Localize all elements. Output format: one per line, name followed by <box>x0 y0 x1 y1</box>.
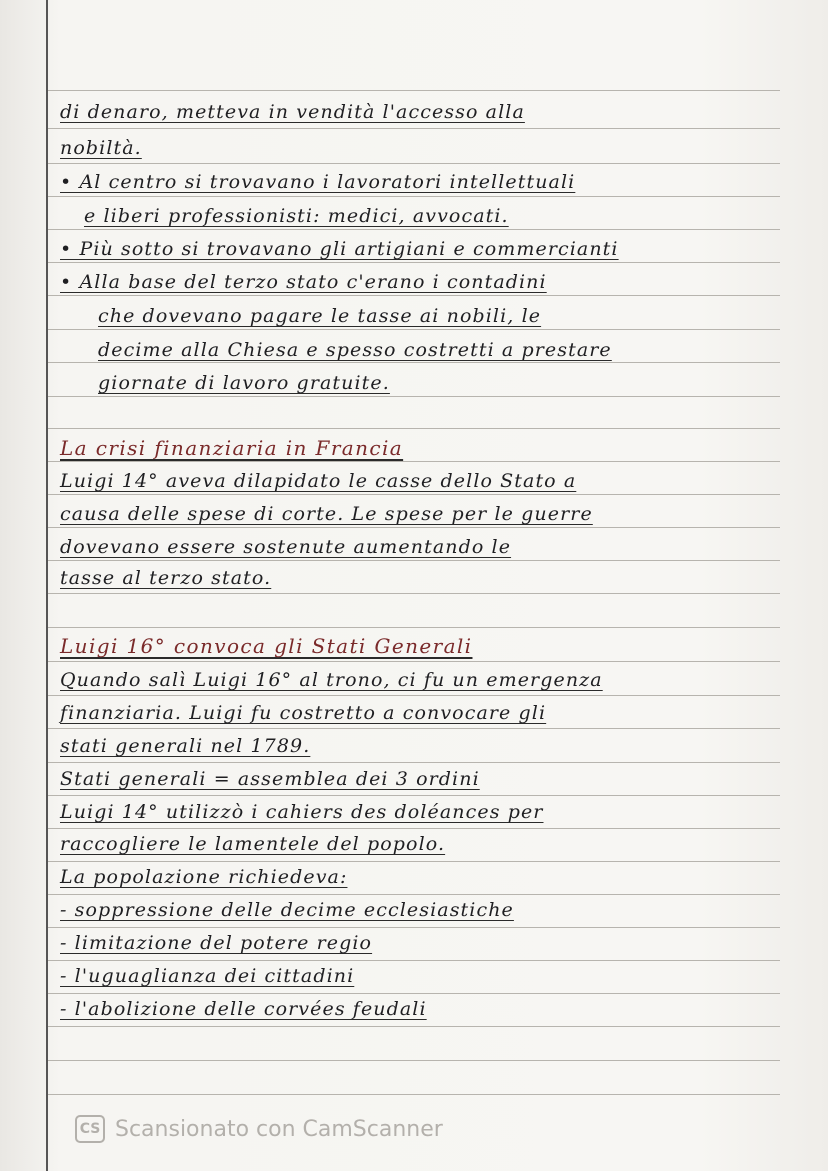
text-line: finanziaria. Luigi fu costretto a convocare gli <box>60 702 547 724</box>
text-line: Luigi 14° aveva dilapidato le casse dello Stato a <box>60 470 577 492</box>
section-heading: La crisi finanziaria in Francia <box>60 436 404 460</box>
ruled-line <box>48 927 780 928</box>
text-line: Stati generali = assemblea dei 3 ordini <box>60 768 480 790</box>
bullet-continuation: decime alla Chiesa e spesso costretti a prestare <box>98 339 612 361</box>
section-heading: Luigi 16° convoca gli Stati Generali <box>60 634 473 658</box>
list-item: - l'uguaglianza dei cittadini <box>60 965 355 987</box>
text-line: Quando salì Luigi 16° al trono, ci fu un emergenza <box>60 669 603 691</box>
ruled-line <box>48 329 780 330</box>
text-line: La popolazione richiedeva: <box>60 866 348 888</box>
watermark-text: Scansionato con CamScanner <box>115 1116 443 1142</box>
ruled-line <box>48 362 780 363</box>
ruled-line <box>48 828 780 829</box>
text-line: causa delle spese di corte. Le spese per le guerre <box>60 503 593 525</box>
ruled-line <box>48 560 780 561</box>
list-item: - soppressione delle decime ecclesiastiche <box>60 899 514 921</box>
text-line: tasse al terzo stato. <box>60 567 272 589</box>
bullet-item: • Alla base del terzo stato c'erano i contadini <box>60 271 547 293</box>
text-line: stati generali nel 1789. <box>60 735 311 757</box>
camscanner-logo-icon: CS <box>75 1115 105 1143</box>
ruled-line <box>48 1094 780 1095</box>
ruled-line <box>48 1060 780 1061</box>
text-line: nobiltà. <box>60 137 142 159</box>
ruled-line <box>48 163 780 164</box>
ruled-line <box>48 262 780 263</box>
ruled-line <box>48 993 780 994</box>
list-item: - limitazione del potere regio <box>60 932 373 954</box>
bullet-item: • Più sotto si trovavano gli artigiani e commercianti <box>60 238 619 260</box>
ruled-line <box>48 90 780 91</box>
ruled-line <box>48 861 780 862</box>
ruled-line <box>48 1026 780 1027</box>
ruled-line <box>48 196 780 197</box>
ruled-line <box>48 229 780 230</box>
ruled-line <box>48 627 780 628</box>
text-line: dovevano essere sostenute aumentando le <box>60 536 512 558</box>
text-line: Luigi 14° utilizzò i cahiers des doléances per <box>60 801 544 823</box>
ruled-line <box>48 695 780 696</box>
text-line: raccogliere le lamentele del popolo. <box>60 833 446 855</box>
ruled-line <box>48 593 780 594</box>
ruled-line <box>48 960 780 961</box>
ruled-line <box>48 762 780 763</box>
ruled-line <box>48 128 780 129</box>
bullet-continuation: giornate di lavoro gratuite. <box>98 372 390 394</box>
ruled-line <box>48 661 780 662</box>
camscanner-watermark <box>75 1114 443 1144</box>
ruled-line <box>48 728 780 729</box>
text-line: di denaro, metteva in vendità l'accesso alla <box>60 101 525 123</box>
ruled-line <box>48 795 780 796</box>
ruled-line <box>48 894 780 895</box>
ruled-line <box>48 461 780 462</box>
ruled-line <box>48 527 780 528</box>
margin-line <box>46 0 48 1171</box>
list-item: - l'abolizione delle corvées feudali <box>60 998 427 1020</box>
bullet-continuation: che dovevano pagare le tasse ai nobili, le <box>98 305 542 327</box>
ruled-line <box>48 396 780 397</box>
ruled-line <box>48 428 780 429</box>
ruled-line <box>48 494 780 495</box>
ruled-line <box>48 295 780 296</box>
bullet-item: • Al centro si trovavano i lavoratori intellettuali <box>60 171 576 193</box>
bullet-continuation: e liberi professionisti: medici, avvocati. <box>84 205 509 227</box>
